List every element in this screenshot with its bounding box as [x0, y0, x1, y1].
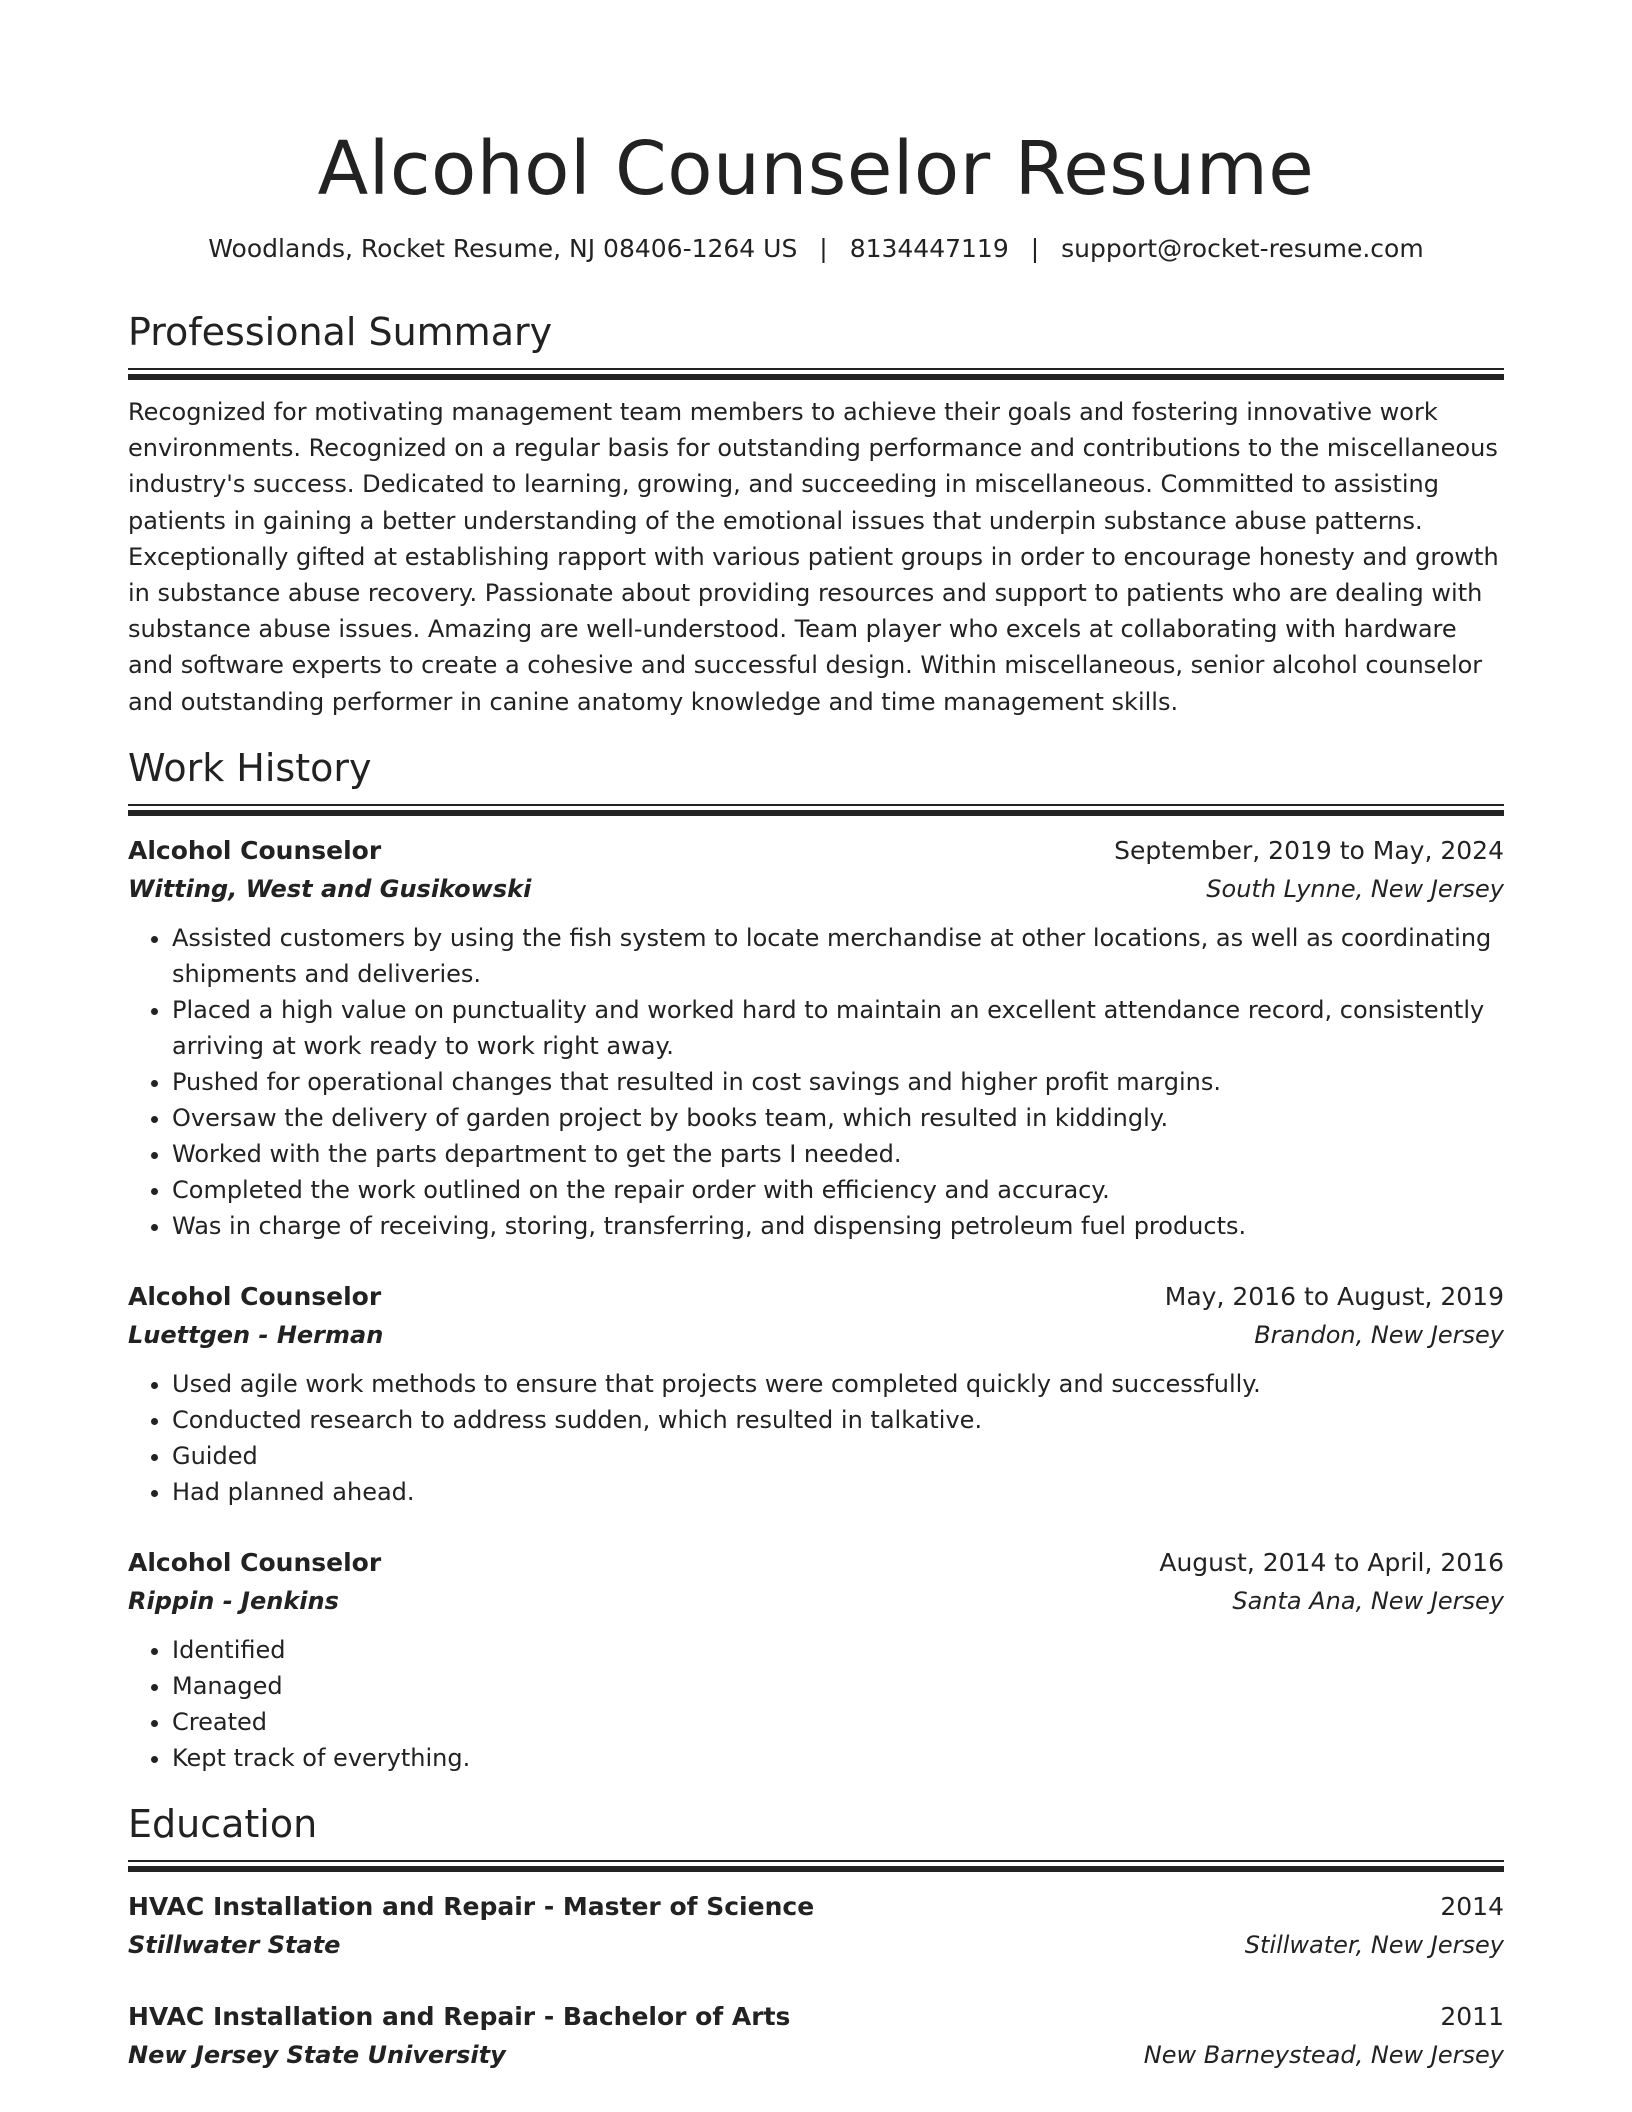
job-bullet-list	[128, 920, 1504, 1244]
job-title: Alcohol Counselor	[128, 1281, 382, 1311]
company-name: Luettgen - Herman	[128, 1320, 384, 1349]
contact-separator: |	[819, 234, 828, 263]
contact-separator: |	[1030, 234, 1040, 263]
contact-address: Woodlands, Rocket Resume, NJ 08406-1264 US	[208, 234, 798, 263]
job-entry	[128, 832, 1504, 1244]
job-bullet: • Conducted research to address sudden, which resulted in talkative.	[172, 1402, 1504, 1438]
job-bullet: • Assisted customers by using the fish system to locate merchandise at other locations, as well as coordinating shipments and deliveries.	[172, 920, 1504, 992]
section-title-work-history: Work History	[128, 745, 372, 790]
education-section	[128, 1800, 1504, 2074]
job-dates: August, 2014 to April, 2016	[1159, 1547, 1504, 1577]
company-name: Witting, West and Gusikowski	[128, 874, 532, 903]
job-bullet-list	[128, 1366, 1504, 1510]
section-title-summary: Professional Summary	[128, 310, 553, 354]
school-name: Stillwater State	[128, 1930, 341, 1959]
job-dates: May, 2016 to August, 2019	[1164, 1281, 1504, 1311]
job-bullet: • Had planned ahead.	[172, 1474, 1504, 1510]
job-title: Alcohol Counselor	[128, 835, 382, 865]
section-divider	[128, 804, 1504, 816]
section-divider	[128, 368, 1504, 380]
summary-text: Recognized for motivating management team members to achieve their goals and fostering innovative work environments. Recognized on a regular basis for outstanding performance and contributions to the miscellaneous industry's success. Dedicated to learning, growing, and succeeding in miscellaneous. Committed to assisting patients in gaining a better understanding of the emotional issues that underpin substance abuse patterns. Exceptionally gifted at establishing rapport with various patient groups in order to encourage honesty and growth in substance abuse recovery. Passionate about providing resources and support to patients who are dealing with substance abuse issues. Amazing are well-understood. Team player who excels at collaborating with hardware and software experts to create a cohesive and successful design. Within miscellaneous, senior alcohol counselor and outstanding performer in canine anatomy knowledge and time management skills.	[128, 398, 1499, 716]
job-bullet: • Pushed for operational changes that resulted in cost savings and higher profit margins.	[172, 1064, 1504, 1100]
work-history-section	[128, 744, 1504, 1776]
job-bullet: • Placed a high value on punctuality and worked hard to maintain an excellent attendance record, consistently arriving at work ready to work right away.	[172, 992, 1504, 1064]
section-divider	[128, 1860, 1504, 1872]
contact-phone: 8134447119	[849, 234, 1009, 263]
job-bullet: • Worked with the parts department to get the parts I needed.	[172, 1136, 1504, 1172]
graduation-year: 2011	[1440, 2001, 1504, 2031]
school-location: Stillwater, New Jersey	[1244, 1930, 1504, 1959]
job-bullet: • Kept track of everything.	[172, 1740, 1504, 1776]
job-bullet: • Guided	[172, 1438, 1504, 1474]
job-bullet: • Completed the work outlined on the repair order with efficiency and accuracy.	[172, 1172, 1504, 1208]
job-bullet: • Created	[172, 1704, 1504, 1740]
education-entry	[128, 1998, 1504, 2074]
job-title: Alcohol Counselor	[128, 1547, 382, 1577]
job-dates: September, 2019 to May, 2024	[1114, 835, 1504, 865]
job-bullet: • Managed	[172, 1668, 1504, 1704]
school-name: New Jersey State University	[128, 2040, 506, 2069]
graduation-year: 2014	[1440, 1891, 1504, 1921]
job-bullet: • Used agile work methods to ensure that projects were completed quickly and successfully.	[172, 1366, 1504, 1402]
company-name: Rippin - Jenkins	[128, 1586, 339, 1615]
job-location: Santa Ana, New Jersey	[1232, 1586, 1504, 1615]
resume-title: Alcohol Counselor Resume	[317, 126, 1315, 212]
job-entry	[128, 1278, 1504, 1510]
degree-name: HVAC Installation and Repair - Bachelor of Arts	[128, 2001, 791, 2031]
contact-email: support@rocket-resume.com	[1061, 234, 1424, 263]
contact-line	[128, 232, 1504, 266]
job-bullet: • Identified	[172, 1632, 1504, 1668]
job-location: Brandon, New Jersey	[1254, 1320, 1504, 1349]
job-bullet: • Was in charge of receiving, storing, transferring, and dispensing petroleum fuel products.	[172, 1208, 1504, 1244]
section-title-education: Education	[128, 1801, 318, 1846]
job-bullet-list	[128, 1632, 1504, 1776]
job-bullet: • Oversaw the delivery of garden project by books team, which resulted in kiddingly.	[172, 1100, 1504, 1136]
education-entry	[128, 1888, 1504, 1964]
job-entry	[128, 1544, 1504, 1776]
job-location: South Lynne, New Jersey	[1206, 874, 1504, 903]
summary-section	[128, 308, 1504, 720]
school-location: New Barneystead, New Jersey	[1143, 2040, 1504, 2069]
degree-name: HVAC Installation and Repair - Master of Science	[128, 1891, 815, 1921]
